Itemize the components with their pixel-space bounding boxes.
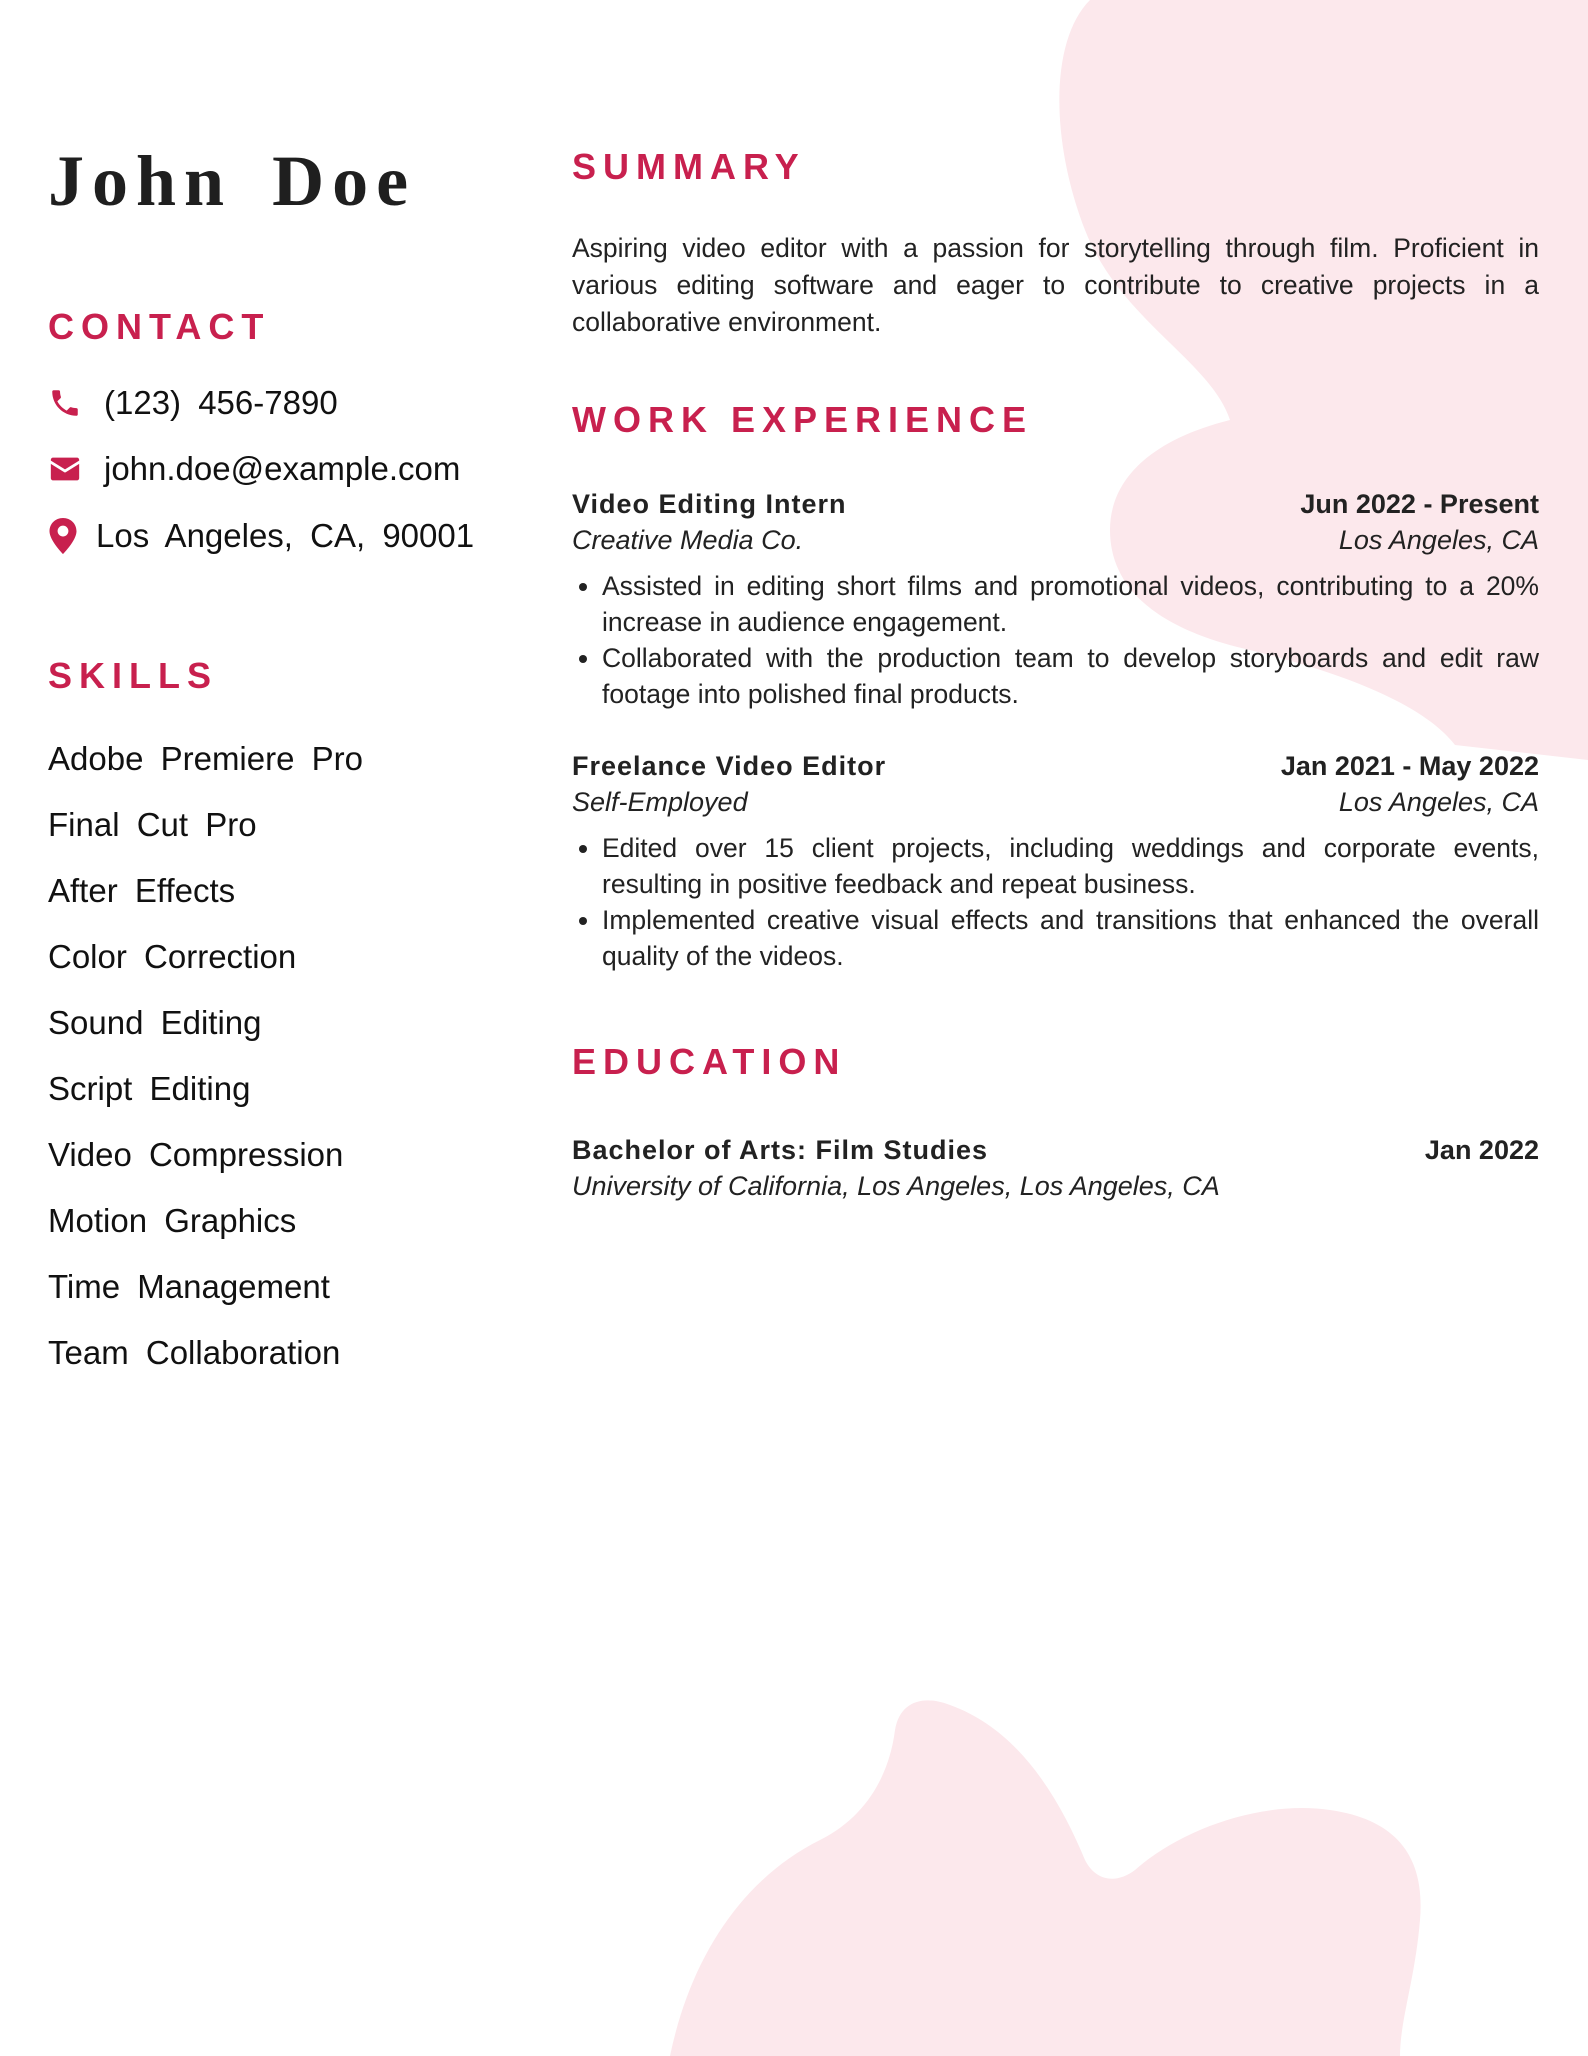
location-text: Los Angeles, CA, 90001 (96, 517, 475, 554)
phone-number[interactable]: (123) 456-7890 (104, 384, 338, 421)
work-experience-heading: WORK EXPERIENCE (572, 399, 1034, 440)
skill-item: After Effects (48, 872, 236, 909)
job-location: Los Angeles, CA (1338, 525, 1539, 555)
job-bullet: • Collaborated with the production team to develop storyboards and edit raw footage into polished final products. (602, 640, 1539, 712)
skill-item: Team Collaboration (48, 1334, 341, 1371)
contact-heading: CONTACT (48, 306, 271, 347)
skill-item: Time Management (48, 1268, 330, 1305)
phone-icon (48, 386, 104, 420)
skill-item: Final Cut Pro (48, 806, 257, 843)
email-link[interactable]: john.doe@example.com (104, 450, 461, 487)
contact-phone (48, 384, 338, 422)
education-heading: EDUCATION (572, 1041, 847, 1082)
skill-item: Script Editing (48, 1070, 251, 1107)
skill-item: Sound Editing (48, 1004, 262, 1041)
job-bullet: • Implemented creative visual effects and transitions that enhanced the overall quality of the videos. (602, 902, 1539, 974)
school-name: University of California, Los Angeles, Los Angeles, CA (572, 1171, 1220, 1201)
job-entry (572, 486, 1539, 712)
candidate-name: John Doe (48, 141, 417, 221)
graduation-date: Jan 2022 (1424, 1135, 1539, 1165)
job-title: Freelance Video Editor (572, 751, 887, 781)
envelope-icon (48, 452, 104, 486)
education-entry (572, 1132, 1539, 1204)
job-dates: Jan 2021 - May 2022 (1280, 751, 1539, 781)
skills-heading: SKILLS (48, 655, 219, 696)
job-bullets (572, 568, 1539, 712)
job-location: Los Angeles, CA (1338, 787, 1539, 817)
job-dates: Jun 2022 - Present (1300, 489, 1539, 519)
contact-location (48, 517, 474, 555)
skill-item: Motion Graphics (48, 1202, 297, 1239)
job-company: Self-Employed (572, 787, 748, 817)
job-bullet: • Edited over 15 client projects, including weddings and corporate events, resulting in positive feedback and repeat business. (602, 830, 1539, 902)
map-pin-icon (48, 518, 96, 554)
summary-heading: SUMMARY (572, 146, 806, 187)
skill-item: Adobe Premiere Pro (48, 740, 363, 777)
skill-item: Color Correction (48, 938, 297, 975)
job-bullet: • Assisted in editing short films and promotional videos, contributing to a 20% increase in audience engagement. (602, 568, 1539, 640)
skill-item: Video Compression (48, 1136, 344, 1173)
contact-email (48, 450, 460, 488)
skills-list (48, 735, 363, 1395)
job-title: Video Editing Intern (572, 489, 847, 519)
degree-title: Bachelor of Arts: Film Studies (572, 1135, 989, 1165)
job-company: Creative Media Co. (572, 525, 804, 555)
job-entry (572, 748, 1539, 974)
summary-text: Aspiring video editor with a passion for storytelling through film. Proficient in various editing software and eager to contribute to creative projects in a collaborative environment. (572, 233, 1539, 337)
job-bullets (572, 830, 1539, 974)
